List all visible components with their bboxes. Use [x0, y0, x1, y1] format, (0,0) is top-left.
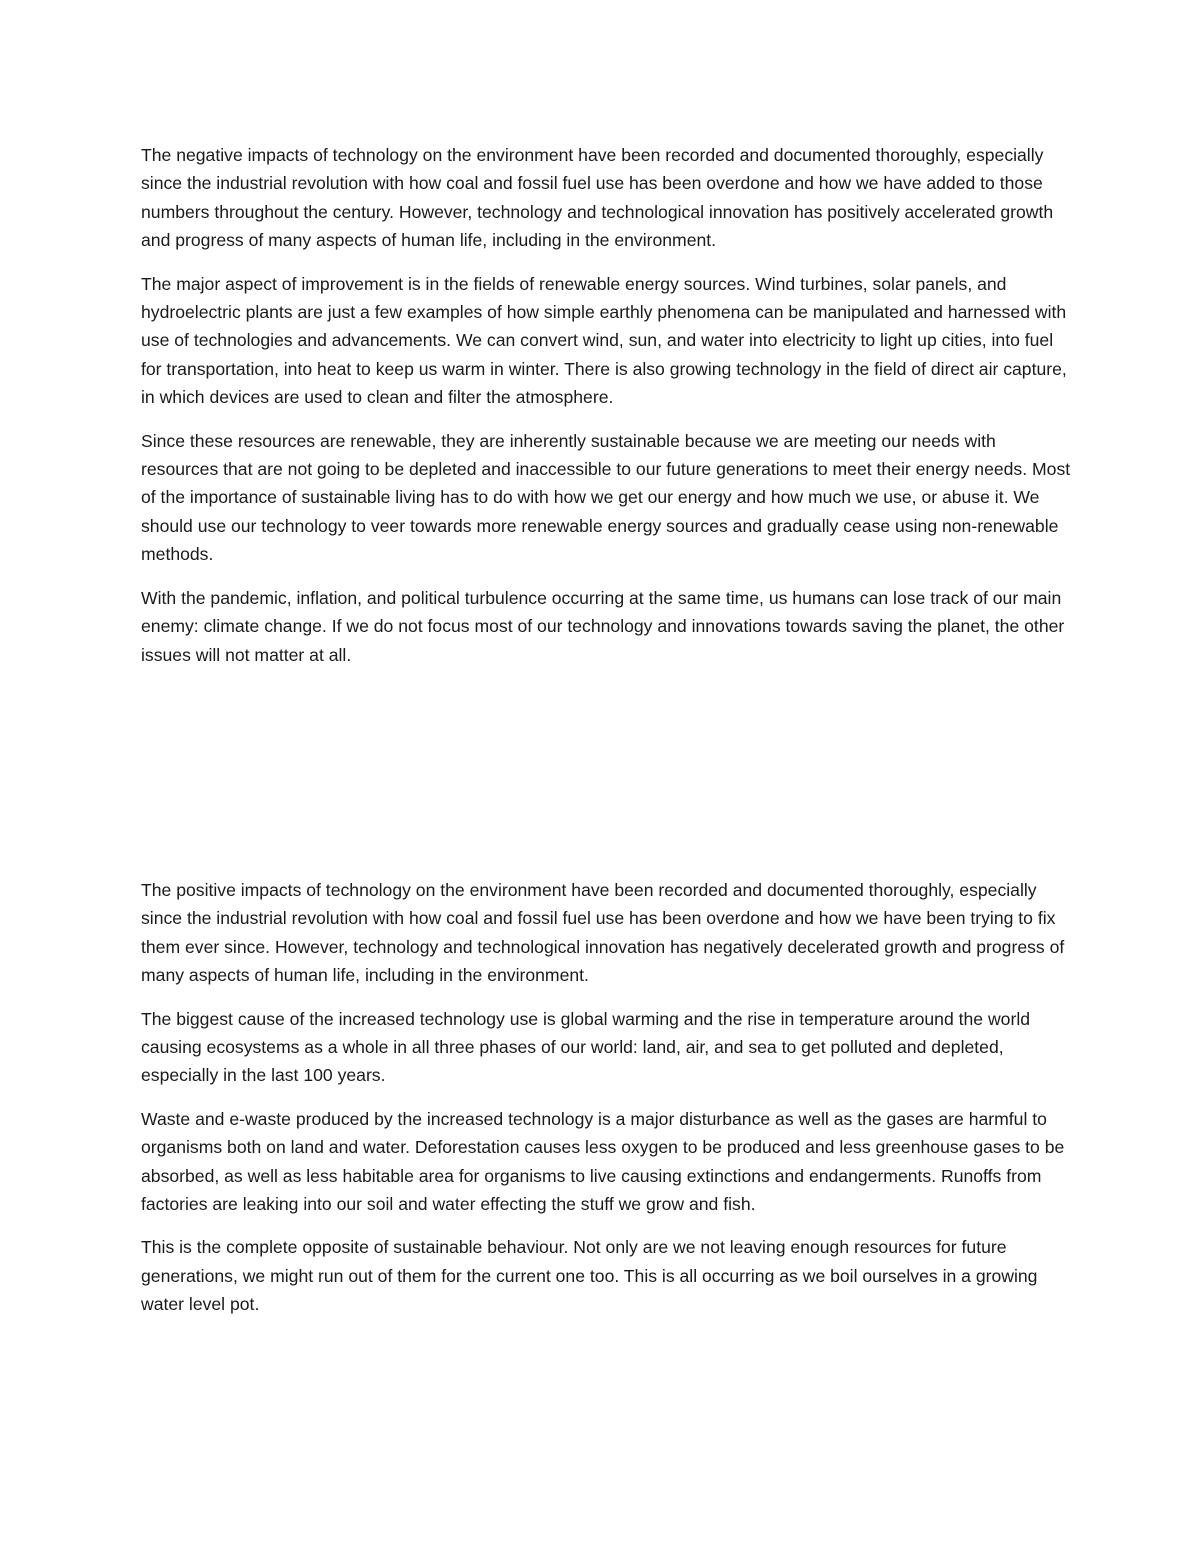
paragraph: The major aspect of improvement is in the fields of renewable energy sources. Wind turbines, solar panels, and hydroelectric plants are just a few examples of how simple earthly phenomena can be manipulated and harnessed with use of technologies and advancements. We can convert wind, sun, and water into electricity to light up cities, into fuel for transportation, into heat to keep us warm in winter. There is also growing technology in the field of direct air capture, in which devices are used to clean and filter the atmosphere.: [141, 273, 1067, 408]
paragraph: Waste and e-waste produced by the increased technology is a major disturbance as well as the gases are harmful to organisms both on land and water. Deforestation causes less oxygen to be produced and less greenhouse gases to be absorbed, as well as less habitable area for organisms to live causing extinctions and endangerments. Runoffs from factories are leaking into our soil and water effecting the stuff we grow and fish.: [141, 1108, 1065, 1215]
essay-section-negative: [141, 876, 1071, 1334]
paragraph: With the pandemic, inflation, and political turbulence occurring at the same time, us humans can lose track of our main enemy: climate change. If we do not focus most of our technology and innovations towards saving the planet, the other issues will not matter at all.: [141, 587, 1065, 665]
paragraph: Since these resources are renewable, they are inherently sustainable because we are meeting our needs with resources that are not going to be depleted and inaccessible to our future generations to meet their energy needs. Most of the importance of sustainable living has to do with how we get our energy and how much we use, or abuse it. We should use our technology to veer towards more renewable energy sources and gradually cease using non-renewable methods.: [141, 430, 1071, 565]
paragraph: This is the complete opposite of sustainable behaviour. Not only are we not leaving enough resources for future generations, we might run out of them for the current one too. This is all occurring as we boil ourselves in a growing water level pot.: [141, 1237, 1038, 1315]
paragraph: The negative impacts of technology on the environment have been recorded and documented thoroughly, especially since the industrial revolution with how coal and fossil fuel use has been overdone and how we have added to those numbers throughout the century. However, technology and technological innovation has positively accelerated growth and progress of many aspects of human life, including in the environment.: [141, 145, 1054, 251]
paragraph: The positive impacts of technology on the environment have been recorded and documented thoroughly, especially since the industrial revolution with how coal and fossil fuel use has been overdone and how we have been trying to fix them ever since. However, technology and technological innovation has negatively decelerated growth and progress of many aspects of human life, including in the environment.: [141, 880, 1065, 986]
essay-section-positive: [141, 141, 1071, 684]
paragraph: The biggest cause of the increased technology use is global warming and the rise in temperature around the world causing ecosystems as a whole in all three phases of our world: land, air, and sea to get polluted and depleted, especially in the last 100 years.: [141, 1008, 1031, 1086]
